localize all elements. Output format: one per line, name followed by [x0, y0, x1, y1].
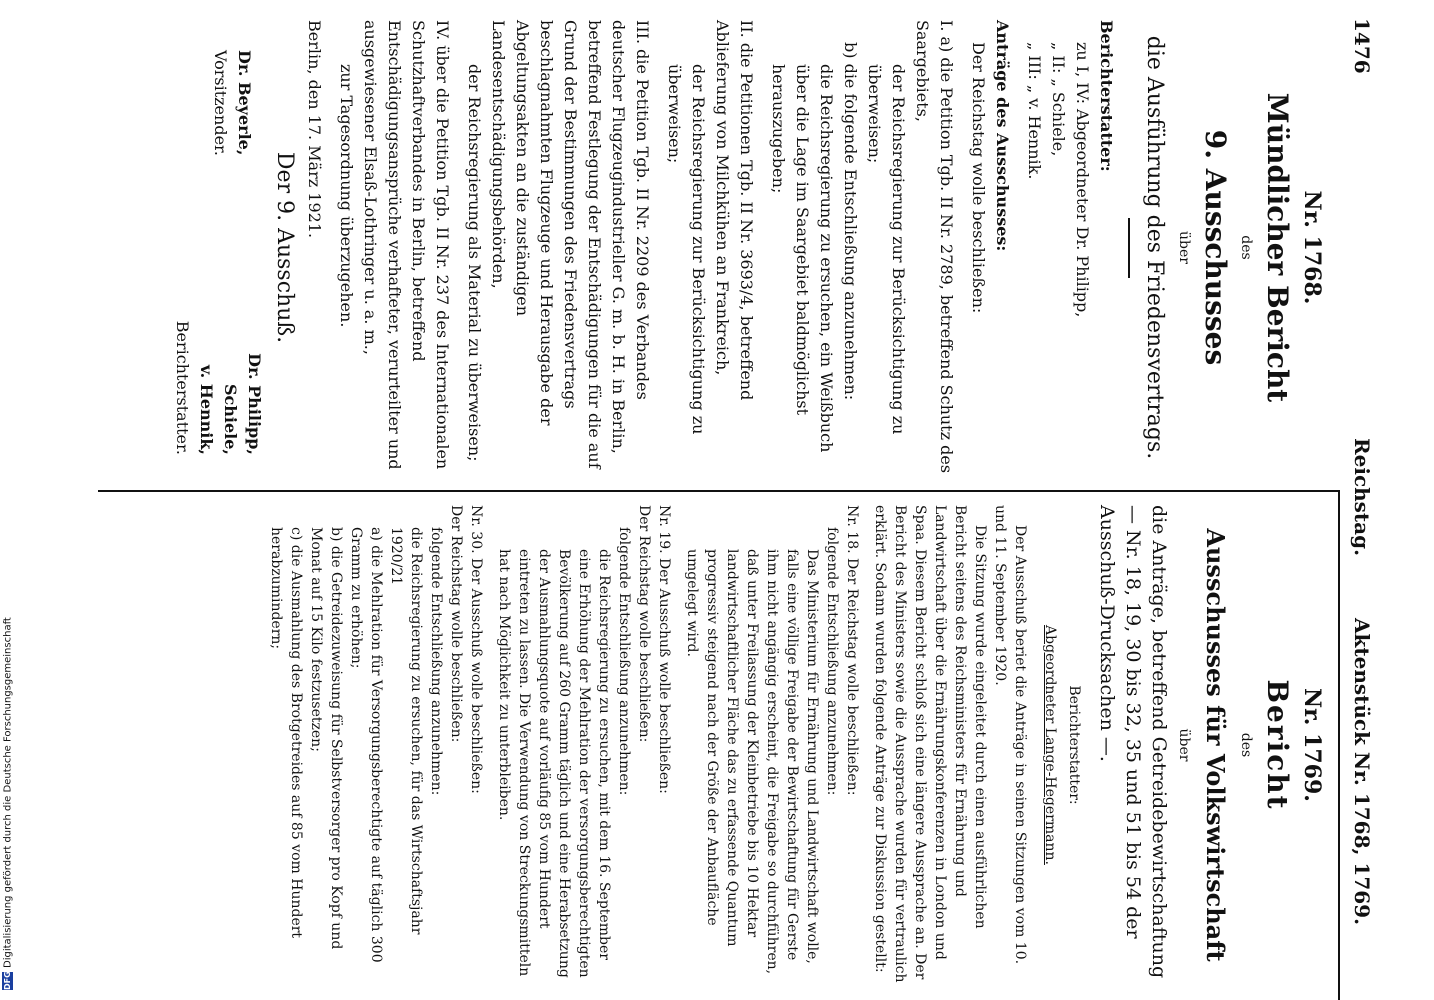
sign-name: Dr. Philipp, [245, 353, 264, 455]
antrag-intro: folgende Entschließung anzunehmen: [824, 527, 840, 796]
ueber-label: über [1176, 231, 1192, 264]
chairman-name: Dr. Beyerle, [235, 50, 254, 156]
chairman-block [208, 50, 256, 156]
divider [1128, 218, 1130, 278]
item-text: I. a) die Petition Tgb. II Nr. 2789, betreffend Schutz des Saargebiets, [913, 20, 956, 474]
committee-name: 9. Ausschusses [1199, 129, 1232, 366]
dfg-logo-icon: DFG [3, 971, 12, 990]
antrag-intro: folgende Entschließung anzunehmen: [616, 527, 632, 796]
chairman-role: Vorsitzender. [211, 50, 230, 157]
antrag-text: die Reichsregierung zu ersuchen, für das Wirtschaftsjahr 1920/21 [388, 527, 424, 935]
item-text: IV. über die Petition Tgb. II Nr. 237 des Internationalen Schutzhaftverbandes in Berlin, betreffend Entschädigungsansprüche verhafteter, verurteilter und ausgewiesener Elsaß-Lothringer u. a. m., [361, 20, 452, 470]
page-number: 1476 [1350, 18, 1374, 74]
committee-signature: Der 9. Ausschuß. [272, 151, 297, 344]
header-rule [1338, 490, 1340, 1000]
sign-role: Berichterstatter. [173, 320, 192, 455]
committee-name: Ausschusses für Volkswirtschaft [1201, 528, 1230, 962]
reporter-line: zu I, IV: Abgeordneter Dr. Philipp, [1073, 42, 1092, 318]
column-divider [98, 490, 1338, 492]
document-number: Nr. 1768. [1299, 190, 1325, 305]
digitization-note [2, 617, 14, 990]
reporter-line: „ III: „ v. Hennik. [1025, 42, 1044, 180]
document-title: Bericht [1261, 679, 1294, 811]
antrag-item: b) die Getreidezuweisung für Selbstversorger pro Kopf und Monat auf 15 Kilo festzusetzen; [308, 527, 344, 950]
subject: die Anträge, betreffend Getreidebewirtschaftung — Nr. 18, 19, 30 bis 32, 35 und 51 bis 54 der Ausschuß-Drucksachen —. [1096, 505, 1170, 979]
antrag-sub: Der Reichstag wolle beschließen: [636, 505, 652, 743]
beschliessen-line: Der Reichstag wolle beschließen: [969, 42, 988, 314]
des-label: des [1238, 235, 1254, 260]
antraege-heading: Anträge des Ausschusses: [993, 20, 1012, 252]
item-text: zur Tagesordnung überzugehen. [337, 64, 356, 328]
antrag-nr30: Nr. 30. Der Ausschuß wolle beschließen: [468, 505, 484, 794]
header-reichstag: Reichstag. [1350, 438, 1374, 557]
antrag-item: c) die Ausmahlung des Brotgetreides auf 85 vom Hundert herabzumindern; [268, 527, 304, 939]
ueber-label: über [1176, 728, 1192, 762]
signature-block [156, 20, 266, 475]
antrag-nr18: Nr. 18. Der Reichstag wolle beschließen: [844, 505, 860, 796]
item-text: III. die Petition Tgb. II Nr. 2209 des Verbandes deutscher Flugzeugindustrieller G. m. b. H. in Berlin, betreffend Festlegung der Entschädigungen für die auf Grund der Bestimmungen des Friedensvertrags beschlagnahmten Flugzeuge und Herausgabe der Abgeltungsakten an die zuständigen Landesentschädigungsbehörden, [489, 20, 652, 469]
item-text: der Reichsregierung zur Berücksichtigung zu überweisen; [865, 64, 908, 435]
paragraph: Die Sitzung wurde eingeleitet durch einen ausführlichen Bericht seitens des Reichsministers für Ernährung und Landwirtschaft über die Ernährungskonferenzen in London und Spaa. Diesem Bericht schloß sich eine längere Aussprache an. Der Bericht des Ministers sowie die Aussprache wurden für vertraulich erklärt. Sodann wurden folgende Anträge zur Diskussion gestellt: [872, 505, 988, 983]
paragraph: Der Ausschuß beriet die Anträge in seinen Sitzungen vom 10. und 11. September 1920. [992, 505, 1028, 965]
item-text: die Reichsregierung zu ersuchen, ein Weißbuch über die Lage im Saargebiet baldmöglichst herauszugeben; [769, 64, 836, 453]
right-column [266, 505, 1324, 985]
sign-name: Schiele, [221, 383, 240, 455]
item-text: der Reichsregierung als Material zu überweisen; [465, 64, 484, 462]
antrag-text: Das Ministerium für Ernährung und Landwirtschaft wolle, falls eine völlige Freigabe der Bewirtschaftung für Gerste ihm nicht angängig erscheint, die Freigabe so durchführen, daß unter Freilassung der Kleinbetriebe bis 10 Hektar landwirtschaftlicher Fläche das zu erfassende Quantum progressiv steigend nach der Größe der Anbaufläche umgelegt wird. [684, 549, 820, 975]
des-label: des [1238, 732, 1254, 758]
reporter-heading: Berichterstatter: [1066, 685, 1082, 805]
antrag-nr19: Nr. 19. Der Ausschuß wolle beschließen: [656, 505, 672, 794]
reporters-heading: Berichterstatter: [1097, 20, 1116, 172]
digitization-text: Digitalisierung gefördert durch die Deutsche Forschungsgemeinschaft [2, 617, 14, 968]
antrag-intro: folgende Entschließung anzunehmen: [428, 527, 444, 796]
left-column [156, 20, 1324, 475]
header-aktenstueck: Aktenstück Nr. 1768, 1769. [1350, 618, 1374, 926]
reporter-line: „ II: „ Schiele, [1049, 42, 1068, 157]
reporters-sign-block [170, 321, 266, 455]
running-header [1344, 18, 1374, 988]
document-title: Mündlicher Bericht [1261, 92, 1294, 403]
antrag-item: a) die Mehlration für Versorgungsberechtigte auf täglich 300 Gramm zu erhöhen; [348, 527, 384, 963]
item-text: b) die folgende Entschließung anzunehmen: [841, 42, 860, 401]
antrag-sub: Der Reichstag wolle beschließen: [448, 505, 464, 743]
subject: die Ausführung des Friedensvertrags. [1142, 35, 1167, 460]
reporter-name: Abgeordneter Lange-Hegermann. [1042, 625, 1058, 865]
date-line: Berlin, den 17. März 1921. [305, 20, 324, 239]
document-number: Nr. 1769. [1299, 688, 1325, 802]
item-text: der Reichsregierung zur Berücksichtigung zu überweisen; [665, 64, 708, 435]
antrag-text: die Reichsregierung zu ersuchen, mit dem 16. September eine Erhöhung der Mehlration der versorgungsberechtigten Bevölkerung auf 260 Gramm täglich und eine Herabsetzung der Ausmahlungsquote auf vorläufig 85 vom Hundert eintreten zu lassen. Die Verwendung von Streckungsmitteln hat nach Möglichkeit zu unterbleiben. [496, 549, 612, 978]
sign-name: v. Hennik, [197, 364, 216, 455]
item-text: II. die Petitionen Tgb. II Nr. 3693/4, betreffend Ablieferung von Milchkühen an Frankreich, [713, 20, 756, 401]
